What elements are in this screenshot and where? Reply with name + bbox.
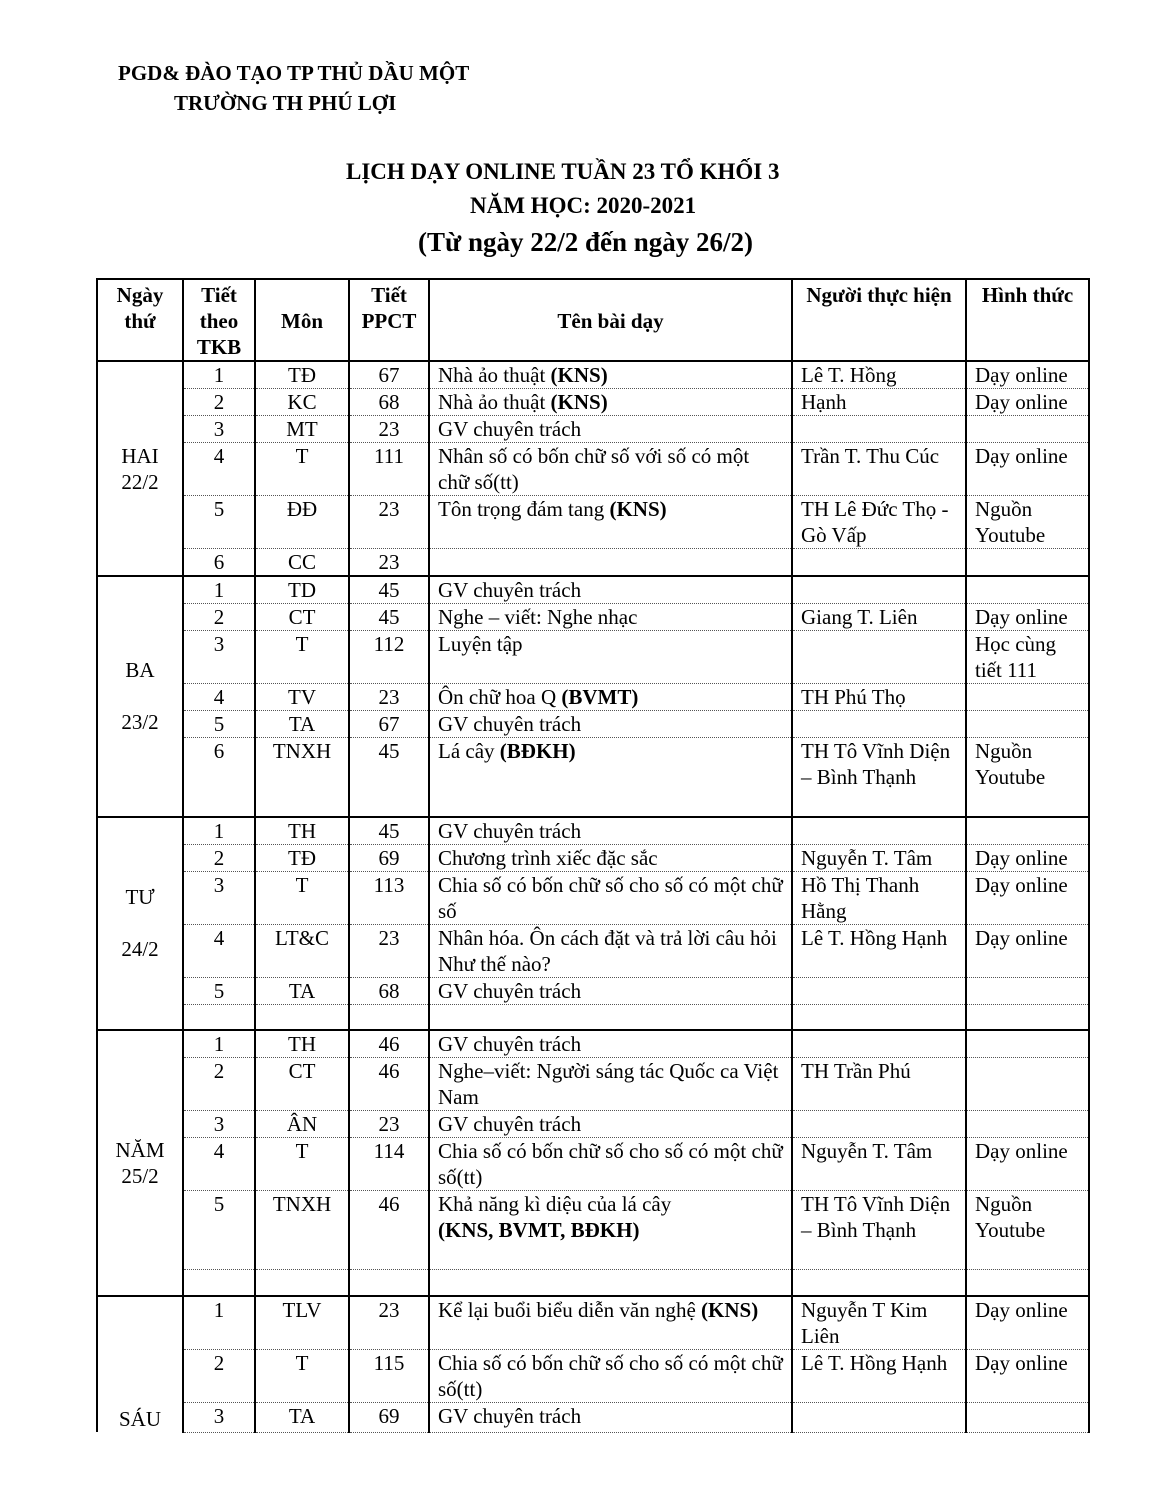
lesson-cell xyxy=(429,549,792,577)
teacher-cell: TH Lê Đức Thọ - Gò Vấp xyxy=(792,496,966,549)
form-cell xyxy=(966,817,1089,845)
subject-cell: T xyxy=(255,1138,349,1191)
form-cell: Học cùng tiết 111 xyxy=(966,631,1089,684)
day-date: 25/2 xyxy=(121,1163,159,1188)
lesson-title: Nhân số có bốn chữ số với số có một chữ số(tt) xyxy=(438,444,750,494)
lesson-cell xyxy=(429,361,792,389)
day-name: NĂM xyxy=(115,1137,165,1162)
lesson-cell xyxy=(429,496,792,549)
form-cell xyxy=(966,1270,1089,1296)
lesson-cell xyxy=(429,844,792,871)
lesson-title: GV chuyên trách xyxy=(438,818,582,843)
lesson-title: Nhà ảo thuật xyxy=(438,363,546,387)
form-cell: Dạy online xyxy=(966,361,1089,389)
period-cell: 3 xyxy=(183,871,255,924)
lesson-title: Chia số có bốn chữ số cho số có một chữ số(tt) xyxy=(438,1350,783,1401)
period-cell: 3 xyxy=(183,631,255,684)
form-cell xyxy=(966,1111,1089,1138)
table-row xyxy=(97,1296,1089,1350)
period-cell: 2 xyxy=(183,1349,255,1402)
form-cell xyxy=(966,684,1089,711)
form-cell xyxy=(966,711,1089,738)
table-row xyxy=(97,416,1089,443)
lesson-tag: (KNS) xyxy=(701,1297,759,1322)
period-cell: 5 xyxy=(183,711,255,738)
teacher-cell xyxy=(792,1270,966,1296)
table-header-row xyxy=(97,279,1089,361)
teacher-cell xyxy=(792,1004,966,1030)
col-header-day: Ngày thứ xyxy=(97,279,183,361)
subject-cell: ĐĐ xyxy=(255,496,349,549)
table-row xyxy=(97,1030,1089,1058)
ppct-cell: 68 xyxy=(349,977,429,1004)
document-title-block xyxy=(0,155,1159,261)
subject-cell: TNXH xyxy=(255,738,349,817)
day-cell xyxy=(97,817,183,1031)
form-cell xyxy=(966,1004,1089,1030)
period-cell: 2 xyxy=(183,604,255,631)
table-row xyxy=(97,1270,1089,1296)
subject-cell: TD xyxy=(255,576,349,604)
subject-cell: TV xyxy=(255,684,349,711)
form-cell: Nguồn Youtube xyxy=(966,1191,1089,1270)
lesson-title: GV chuyên trách xyxy=(438,417,582,441)
ppct-cell: 23 xyxy=(349,549,429,577)
subject-cell: T xyxy=(255,631,349,684)
lesson-cell xyxy=(429,604,792,631)
table-row xyxy=(97,361,1089,389)
teacher-cell xyxy=(792,549,966,577)
col-header-form: Hình thức xyxy=(966,279,1089,361)
table-row xyxy=(97,977,1089,1004)
subject-cell: T xyxy=(255,871,349,924)
subject-cell xyxy=(255,1270,349,1296)
form-cell xyxy=(966,549,1089,577)
table-row xyxy=(97,443,1089,496)
lesson-cell xyxy=(429,443,792,496)
table-row xyxy=(97,1058,1089,1111)
teacher-cell xyxy=(792,1402,966,1432)
day-cell xyxy=(97,1296,183,1433)
period-cell: 6 xyxy=(183,738,255,817)
ppct-cell: 23 xyxy=(349,924,429,977)
subject-cell: CT xyxy=(255,1058,349,1111)
table-row xyxy=(97,817,1089,845)
teacher-cell xyxy=(792,416,966,443)
table-row xyxy=(97,844,1089,871)
form-cell: Dạy online xyxy=(966,604,1089,631)
lesson-cell xyxy=(429,1004,792,1030)
teacher-cell: Nguyễn T. Tâm xyxy=(792,844,966,871)
organization-header xyxy=(118,58,469,118)
form-cell: Dạy online xyxy=(966,844,1089,871)
ppct-cell: 23 xyxy=(349,684,429,711)
lesson-cell xyxy=(429,1296,792,1350)
period-cell xyxy=(183,1270,255,1296)
table-row xyxy=(97,549,1089,577)
subject-cell: TA xyxy=(255,711,349,738)
lesson-title: GV chuyên trách xyxy=(438,578,582,602)
period-cell: 5 xyxy=(183,977,255,1004)
teacher-cell: Hạnh xyxy=(792,389,966,416)
table-row xyxy=(97,576,1089,604)
lesson-title: Chia số có bốn chữ số cho số có một chữ số xyxy=(438,872,783,923)
lesson-cell xyxy=(429,1270,792,1296)
ppct-cell: 46 xyxy=(349,1191,429,1270)
form-cell: Dạy online xyxy=(966,389,1089,416)
subject-cell: MT xyxy=(255,416,349,443)
lesson-cell xyxy=(429,631,792,684)
lesson-cell xyxy=(429,871,792,924)
form-cell xyxy=(966,1402,1089,1432)
teacher-cell xyxy=(792,576,966,604)
teacher-cell: Lê T. Hồng Hạnh xyxy=(792,924,966,977)
lesson-title: Nghe – viết: Nghe nhạc xyxy=(438,605,638,629)
period-cell: 5 xyxy=(183,1191,255,1270)
table-row xyxy=(97,1004,1089,1030)
form-cell: Dạy online xyxy=(966,1138,1089,1191)
ppct-cell xyxy=(349,1004,429,1030)
teacher-cell: TH Tô Vĩnh Diện – Bình Thạnh xyxy=(792,1191,966,1270)
date-range: (Từ ngày 22/2 đến ngày 26/2) xyxy=(418,227,753,257)
lesson-title: Luyện tập xyxy=(438,632,523,656)
ppct-cell: 45 xyxy=(349,604,429,631)
teacher-cell xyxy=(792,817,966,845)
period-cell: 6 xyxy=(183,549,255,577)
lesson-title: Nghe–viết: Người sáng tác Quốc ca Việt Nam xyxy=(438,1059,779,1109)
subject-cell: TNXH xyxy=(255,1191,349,1270)
form-cell: Dạy online xyxy=(966,924,1089,977)
lesson-cell xyxy=(429,1402,792,1432)
lesson-title: Kể lại buổi biểu diễn văn nghệ xyxy=(438,1297,696,1322)
subject-cell: T xyxy=(255,1349,349,1402)
subject-cell: TĐ xyxy=(255,361,349,389)
subject-cell: CC xyxy=(255,549,349,577)
period-cell: 4 xyxy=(183,924,255,977)
teacher-cell: Giang T. Liên xyxy=(792,604,966,631)
lesson-title: Lá cây xyxy=(438,739,495,763)
lesson-tag: (BVMT) xyxy=(561,685,639,709)
lesson-tag: (BĐKH) xyxy=(499,739,576,763)
lesson-tag: (KNS, BVMT, BĐKH) xyxy=(438,1218,640,1242)
day-name: SÁU xyxy=(118,1407,161,1431)
table-row xyxy=(97,1349,1089,1402)
teacher-cell: TH Phú Thọ xyxy=(792,684,966,711)
school-name: TRƯỜNG TH PHÚ LỢI xyxy=(174,91,397,115)
period-cell: 3 xyxy=(183,1402,255,1432)
period-cell: 2 xyxy=(183,1058,255,1111)
lesson-cell xyxy=(429,416,792,443)
lesson-cell xyxy=(429,977,792,1004)
teacher-cell: Lê T. Hồng xyxy=(792,361,966,389)
subject-cell: TĐ xyxy=(255,844,349,871)
table-row xyxy=(97,924,1089,977)
teacher-cell: TH Trần Phú xyxy=(792,1058,966,1111)
ppct-cell: 23 xyxy=(349,496,429,549)
period-cell: 1 xyxy=(183,361,255,389)
lesson-tag: (KNS) xyxy=(550,363,608,387)
day-cell xyxy=(97,1030,183,1296)
period-cell: 2 xyxy=(183,389,255,416)
ppct-cell: 112 xyxy=(349,631,429,684)
ppct-cell xyxy=(349,1270,429,1296)
form-cell: Dạy online xyxy=(966,871,1089,924)
form-cell xyxy=(966,576,1089,604)
lesson-title: Chương trình xiếc đặc sắc xyxy=(438,845,658,870)
period-cell: 5 xyxy=(183,496,255,549)
lesson-title: Nhà ảo thuật xyxy=(438,390,546,414)
teacher-cell xyxy=(792,1111,966,1138)
form-cell xyxy=(966,977,1089,1004)
day-date: 23/2 xyxy=(121,710,159,735)
lesson-cell xyxy=(429,1191,792,1270)
lesson-cell xyxy=(429,817,792,845)
ppct-cell: 69 xyxy=(349,844,429,871)
table-row xyxy=(97,1138,1089,1191)
table-row xyxy=(97,389,1089,416)
day-date: 22/2 xyxy=(121,469,159,494)
subject-cell: LT&C xyxy=(255,924,349,977)
ppct-cell: 115 xyxy=(349,1349,429,1402)
form-cell: Dạy online xyxy=(966,1296,1089,1350)
day-name: BA xyxy=(125,658,155,683)
lesson-cell xyxy=(429,1030,792,1058)
lesson-cell xyxy=(429,711,792,738)
lesson-title: Khả năng kì diệu của lá cây xyxy=(438,1192,672,1216)
teacher-cell: TH Tô Vĩnh Diện – Bình Thạnh xyxy=(792,738,966,817)
col-header-subject: Môn xyxy=(255,279,349,361)
subject-cell: TH xyxy=(255,1030,349,1058)
ppct-cell: 114 xyxy=(349,1138,429,1191)
lesson-title: Nhân hóa. Ôn cách đặt và trả lời câu hỏi Như thế nào? xyxy=(438,925,777,976)
lesson-cell xyxy=(429,1058,792,1111)
ppct-cell: 68 xyxy=(349,389,429,416)
lesson-cell xyxy=(429,1349,792,1402)
table-row xyxy=(97,684,1089,711)
ppct-cell: 46 xyxy=(349,1030,429,1058)
period-cell: 1 xyxy=(183,1296,255,1350)
subject-cell: TA xyxy=(255,977,349,1004)
day-cell xyxy=(97,361,183,576)
ppct-cell: 45 xyxy=(349,576,429,604)
day-name: TƯ xyxy=(125,885,155,910)
ppct-cell: 23 xyxy=(349,416,429,443)
lesson-cell xyxy=(429,389,792,416)
ppct-cell: 113 xyxy=(349,871,429,924)
period-cell: 1 xyxy=(183,1030,255,1058)
table-row xyxy=(97,1402,1089,1432)
teacher-cell: Nguyễn T. Tâm xyxy=(792,1138,966,1191)
teacher-cell: Nguyễn T Kim Liên xyxy=(792,1296,966,1350)
teacher-cell xyxy=(792,1030,966,1058)
period-cell: 3 xyxy=(183,1111,255,1138)
subject-cell: CT xyxy=(255,604,349,631)
lesson-title: Tôn trọng đám tang xyxy=(438,497,605,521)
lesson-title: GV chuyên trách xyxy=(438,1403,582,1428)
col-header-period: Tiết theo TKB xyxy=(183,279,255,361)
department-name: PGD& ĐÀO TẠO TP THỦ DẦU MỘT xyxy=(118,61,470,85)
teacher-cell xyxy=(792,631,966,684)
lesson-title: Ôn chữ hoa Q xyxy=(438,685,557,709)
subject-cell: TLV xyxy=(255,1296,349,1350)
period-cell xyxy=(183,1004,255,1030)
lesson-cell xyxy=(429,576,792,604)
subject-cell: T xyxy=(255,443,349,496)
teacher-cell xyxy=(792,977,966,1004)
period-cell: 1 xyxy=(183,817,255,845)
ppct-cell: 23 xyxy=(349,1296,429,1350)
ppct-cell: 111 xyxy=(349,443,429,496)
lesson-cell xyxy=(429,1111,792,1138)
lesson-title: GV chuyên trách xyxy=(438,978,582,1003)
subject-cell xyxy=(255,1004,349,1030)
lesson-title: Chia số có bốn chữ số cho số có một chữ số(tt) xyxy=(438,1139,783,1189)
lesson-title: GV chuyên trách xyxy=(438,712,582,736)
table-row xyxy=(97,871,1089,924)
col-header-ppct: Tiết PPCT xyxy=(349,279,429,361)
school-year: NĂM HỌC: 2020-2021 xyxy=(470,193,697,218)
table-row xyxy=(97,1111,1089,1138)
table-row xyxy=(97,738,1089,817)
form-cell xyxy=(966,416,1089,443)
period-cell: 3 xyxy=(183,416,255,443)
period-cell: 4 xyxy=(183,684,255,711)
table-row xyxy=(97,496,1089,549)
form-cell: Dạy online xyxy=(966,1349,1089,1402)
col-header-lesson: Tên bài dạy xyxy=(429,279,792,361)
document-title: LỊCH DẠY ONLINE TUẦN 23 TỔ KHỐI 3 xyxy=(346,159,780,184)
ppct-cell: 45 xyxy=(349,738,429,817)
subject-cell: KC xyxy=(255,389,349,416)
day-name: HAI xyxy=(121,443,159,468)
lesson-cell xyxy=(429,924,792,977)
form-cell xyxy=(966,1058,1089,1111)
lesson-tag: (KNS) xyxy=(550,390,608,414)
period-cell: 2 xyxy=(183,844,255,871)
ppct-cell: 67 xyxy=(349,361,429,389)
subject-cell: TA xyxy=(255,1402,349,1432)
ppct-cell: 23 xyxy=(349,1111,429,1138)
table-row xyxy=(97,604,1089,631)
form-cell: Nguồn Youtube xyxy=(966,738,1089,817)
table-row xyxy=(97,1191,1089,1270)
ppct-cell: 45 xyxy=(349,817,429,845)
schedule-table xyxy=(96,278,1090,1433)
form-cell: Dạy online xyxy=(966,443,1089,496)
period-cell: 4 xyxy=(183,443,255,496)
lesson-cell xyxy=(429,1138,792,1191)
form-cell xyxy=(966,1030,1089,1058)
teacher-cell: Lê T. Hồng Hạnh xyxy=(792,1349,966,1402)
subject-cell: TH xyxy=(255,817,349,845)
table-row xyxy=(97,711,1089,738)
ppct-cell: 46 xyxy=(349,1058,429,1111)
col-header-teacher: Người thực hiện xyxy=(792,279,966,361)
day-date: 24/2 xyxy=(121,937,159,962)
ppct-cell: 69 xyxy=(349,1402,429,1432)
table-row xyxy=(97,631,1089,684)
teacher-cell xyxy=(792,711,966,738)
subject-cell: ÂN xyxy=(255,1111,349,1138)
teacher-cell: Trần T. Thu Cúc xyxy=(792,443,966,496)
lesson-cell xyxy=(429,684,792,711)
period-cell: 1 xyxy=(183,576,255,604)
lesson-tag: (KNS) xyxy=(609,497,667,521)
period-cell: 4 xyxy=(183,1138,255,1191)
ppct-cell: 67 xyxy=(349,711,429,738)
teacher-cell: Hồ Thị Thanh Hằng xyxy=(792,871,966,924)
lesson-title: GV chuyên trách xyxy=(438,1112,582,1136)
lesson-cell xyxy=(429,738,792,817)
schedule-body xyxy=(97,361,1089,1432)
form-cell: Nguồn Youtube xyxy=(966,496,1089,549)
day-cell xyxy=(97,576,183,817)
lesson-title: GV chuyên trách xyxy=(438,1032,582,1056)
